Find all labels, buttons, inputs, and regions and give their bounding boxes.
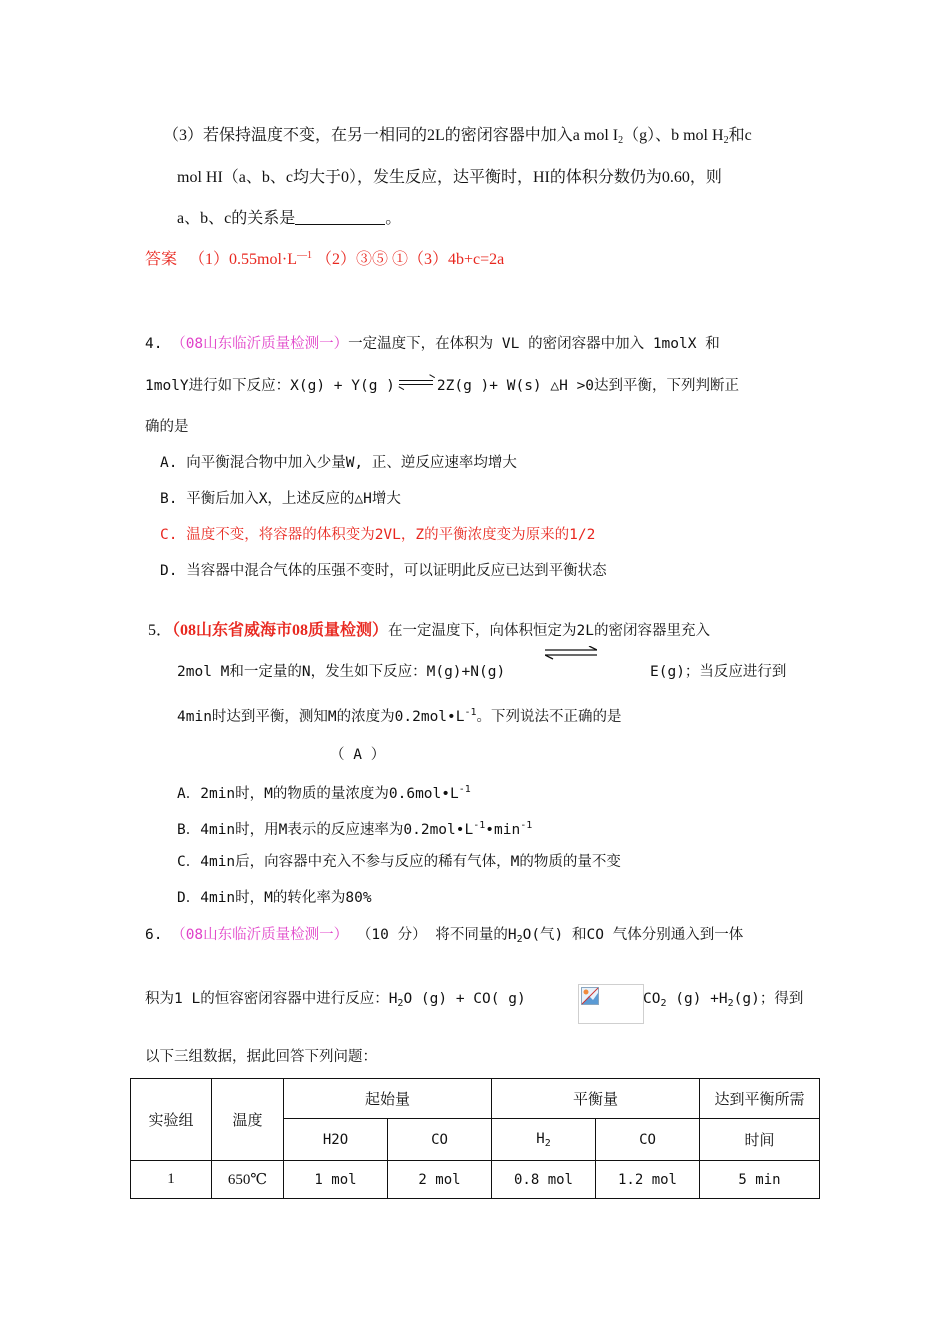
header-h2 xyxy=(492,1119,596,1161)
cell-time: 5 min xyxy=(700,1161,820,1199)
equilibrium-arrow-icon xyxy=(399,378,433,388)
q4-line-3: 确的是 xyxy=(145,419,189,435)
subscript: 2 xyxy=(727,998,734,1009)
q6-line-2-c: CO xyxy=(643,991,661,1007)
cell-co: 2 mol xyxy=(388,1161,492,1199)
q5-equilibrium-arrow-icon xyxy=(545,646,597,660)
q5-option-b-tail: •min xyxy=(485,822,521,838)
broken-image-icon xyxy=(578,984,644,1024)
answer-line xyxy=(145,245,504,271)
q6-line-2-text: 积为1 L的恒容密闭容器中进行反应：H xyxy=(145,991,398,1007)
header-temp: 温度 xyxy=(212,1079,284,1161)
cell-h2o: 1 mol xyxy=(284,1161,388,1199)
q4-number: 4. xyxy=(145,336,163,352)
cell-co-eq: 1.2 mol xyxy=(596,1161,700,1199)
q5-answer: （ A ） xyxy=(330,747,386,763)
q5-line-1-text: 在一定温度下，向体积恒定为2L的密闭容器里充入 xyxy=(388,623,710,639)
q5-line-3-a: 4min时达到平衡，测知M的浓度为0.2mol•L xyxy=(177,709,465,725)
answer-label: 答案 xyxy=(145,251,178,268)
q5-line-2-a: 2mol M和一定量的N，发生如下反应：M(g)+N(g) xyxy=(177,664,506,680)
header-co: CO xyxy=(388,1119,492,1161)
q4-line-2-b: 2Z(g )+ W(s) △H >0达到平衡，下列判断正 xyxy=(436,378,740,394)
cell-temp: 650℃ xyxy=(212,1161,284,1199)
q5-line-2-b: E(g)；当反应进行到 xyxy=(650,664,787,680)
q6-line-1 xyxy=(145,924,743,951)
header-co-eq: CO xyxy=(596,1119,700,1161)
q3-line-1-text: （3）若保持温度不变，在另一相同的2L的密闭容器中加入a mol I xyxy=(163,127,619,144)
q6-line-1-text-b: O(气) 和CO 气体分别通入到一体 xyxy=(522,927,744,943)
q4-source: （08山东临沂质量检测一） xyxy=(171,336,349,352)
q3-line-1 xyxy=(163,125,752,152)
q3-line-3 xyxy=(177,208,401,230)
subscript: 2 xyxy=(516,934,523,945)
data-table xyxy=(130,1078,820,1199)
q4-line-1-text: 一定温度下，在体积为 VL 的密闭容器中加入 1molX 和 xyxy=(348,336,720,352)
q5-line-3-b: 。下列说法不正确的是 xyxy=(476,709,622,725)
subscript: 2 xyxy=(544,1137,551,1149)
q5-option-a-text: A．2min时，M的物质的量浓度为0.6mol•L xyxy=(177,786,459,802)
q4-line-2-a: 1molY进行如下反应：X(g) + Y(g ) xyxy=(145,378,395,394)
q6-line-2-a xyxy=(145,988,526,1015)
answer-blank[interactable] xyxy=(295,208,385,225)
header-time: 达到平衡所需 xyxy=(700,1079,820,1119)
header-group: 实验组 xyxy=(131,1079,212,1161)
q5-line-1 xyxy=(148,620,710,642)
subscript: 2 xyxy=(723,135,729,146)
q3-line-3-text: a、b、c的关系是 xyxy=(177,210,296,227)
q4-line-1 xyxy=(145,333,720,355)
q5-option-c: C．4min后，向容器中充入不参与反应的稀有气体，M的物质的量不变 xyxy=(177,854,621,870)
q6-line-2-d: (g) +H xyxy=(666,991,728,1007)
subscript: 2 xyxy=(397,998,404,1009)
q4-option-c: C. 温度不变，将容器的体积变为2VL，Z的平衡浓度变为原来的1/2 xyxy=(160,527,596,543)
q5-option-b xyxy=(177,815,532,841)
answer-text-b: （2）③⑤ ①（3）4b+c=2a xyxy=(316,251,505,268)
header-initial: 起始量 xyxy=(284,1079,492,1119)
superscript: —1 xyxy=(297,250,313,261)
header-h2-text: H xyxy=(536,1130,545,1147)
q3-line-1-text-b: （g）、b mol H xyxy=(623,127,724,144)
q6-number: 6. xyxy=(145,927,163,943)
q5-option-b-text: B．4min时，用M表示的反应速率为0.2mol•L xyxy=(177,822,474,838)
superscript: -1 xyxy=(520,820,533,831)
q3-line-3-end: 。 xyxy=(385,210,402,227)
superscript: -1 xyxy=(464,707,477,718)
header-h2o: H2O xyxy=(284,1119,388,1161)
q4-option-a: A. 向平衡混合物中加入少量W, 正、逆反应速率均增大 xyxy=(160,455,517,471)
q4-option-b: B. 平衡后加入X，上述反应的△H增大 xyxy=(160,491,401,507)
superscript: -1 xyxy=(473,820,486,831)
q3-line-1-text-c: 和c xyxy=(728,127,752,144)
q5-option-d: D．4min时，M的转化率为80% xyxy=(177,890,372,906)
q6-source: （08山东临沂质量检测一） xyxy=(171,927,349,943)
header-equilibrium: 平衡量 xyxy=(492,1079,700,1119)
q5-line-3 xyxy=(177,702,622,728)
q6-line-2-e: (g)；得到 xyxy=(733,991,804,1007)
answer-text-a: （1）0.55mol·L xyxy=(189,251,298,268)
q3-line-2: mol HI（a、b、c均大于0），发生反应，达平衡时，HI的体积分数仍为0.60，则 xyxy=(177,169,722,186)
q5-source: （08山东省威海市08质量检测） xyxy=(172,622,389,639)
header-time-2: 时间 xyxy=(700,1119,820,1161)
table-row xyxy=(131,1161,820,1199)
q4-line-2 xyxy=(145,375,739,397)
q6-line-2-b xyxy=(643,988,803,1015)
subscript: 2 xyxy=(618,135,624,146)
cell-group: 1 xyxy=(131,1161,212,1199)
q5-number: 5． xyxy=(148,622,173,639)
q6-line-1-text: （10 分） 将不同量的H xyxy=(356,927,517,943)
cell-h2: 0.8 mol xyxy=(492,1161,596,1199)
subscript: 2 xyxy=(660,998,667,1009)
superscript: -1 xyxy=(458,784,471,795)
q5-option-a xyxy=(177,779,471,805)
q6-line-2-text-b: O (g) + CO( g) xyxy=(403,991,526,1007)
q4-option-d: D. 当容器中混合气体的压强不变时，可以证明此反应已达到平衡状态 xyxy=(160,563,607,579)
q6-line-3: 以下三组数据，据此回答下列问题： xyxy=(145,1049,377,1065)
